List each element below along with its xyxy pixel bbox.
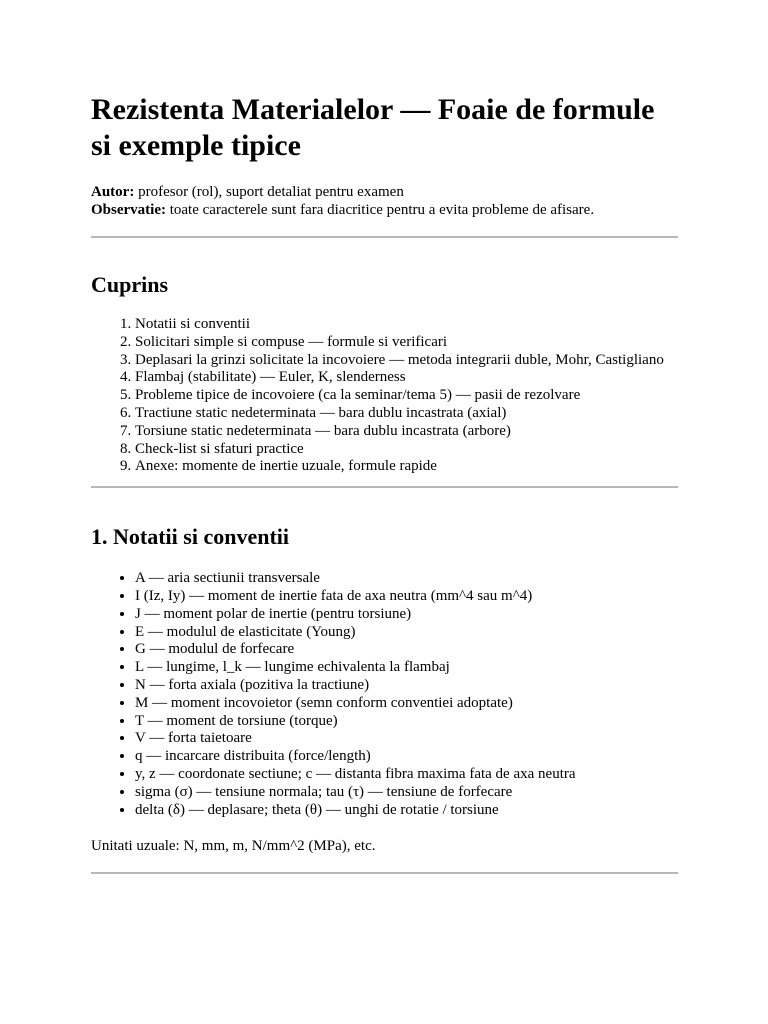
notation-item: • y, z — coordonate sectiune; c — distanta fibra maxima fata de axa neutra: [135, 766, 678, 784]
notation-item: • T — moment de torsiune (torque): [135, 713, 678, 731]
units-note: Unitati uzuale: N, mm, m, N/mm^2 (MPa), etc.: [91, 838, 376, 855]
toc-item: 4. Flambaj (stabilitate) — Euler, K, slenderness: [135, 369, 678, 387]
section-1-heading: 1. Notatii si conventii: [91, 524, 289, 550]
notation-item: • A — aria sectiunii transversale: [135, 570, 678, 588]
toc-item: 6. Tractiune static nedeterminata — bara dublu incastrata (axial): [135, 405, 678, 423]
divider: [91, 236, 678, 238]
document-meta: [91, 183, 678, 219]
notation-item: • M — moment incovoietor (semn conform conventiei adoptate): [135, 695, 678, 713]
author-text: profesor (rol), suport detaliat pentru examen: [134, 184, 404, 200]
author-label: Autor:: [91, 184, 135, 200]
divider: [91, 486, 678, 488]
notation-item: • I (Iz, Iy) — moment de inertie fata de axa neutra (mm^4 sau m^4): [135, 588, 678, 606]
notation-list: [91, 570, 678, 819]
document-content: [91, 92, 678, 874]
notation-item: • delta (δ) — deplasare; theta (θ) — unghi de rotatie / torsiune: [135, 802, 678, 820]
notation-item: • q — incarcare distribuita (force/length): [135, 748, 678, 766]
toc-item: 2. Solicitari simple si compuse — formule si verificari: [135, 334, 678, 352]
document-title: Rezistenta Materialelor — Foaie de formule si exemple tipice: [91, 93, 655, 162]
toc-list: [91, 316, 678, 476]
notation-item: • N — forta axiala (pozitiva la tractiune): [135, 677, 678, 695]
notation-item: • sigma (σ) — tensiune normala; tau (τ) — tensiune de forfecare: [135, 784, 678, 802]
toc-item: 8. Check-list si sfaturi practice: [135, 441, 678, 459]
toc-item: 3. Deplasari la grinzi solicitate la incovoiere — metoda integrarii duble, Mohr, Castigliano: [135, 352, 678, 370]
author-line: [91, 183, 678, 201]
toc-item: 9. Anexe: momente de inertie uzuale, formule rapide: [135, 458, 678, 476]
notation-item: • V — forta taietoare: [135, 730, 678, 748]
observation-text: toate caracterele sunt fara diacritice pentru a evita probleme de afisare.: [165, 202, 595, 218]
notation-item: • J — moment polar de inertie (pentru torsiune): [135, 606, 678, 624]
notation-item: • E — modulul de elasticitate (Young): [135, 624, 678, 642]
notation-item: • L — lungime, l_k — lungime echivalenta la flambaj: [135, 659, 678, 677]
toc-item: 7. Torsiune static nedeterminata — bara dublu incastrata (arbore): [135, 423, 678, 441]
notation-item: • G — modulul de forfecare: [135, 641, 678, 659]
toc-item: 1. Notatii si conventii: [135, 316, 678, 334]
toc-heading: Cuprins: [91, 272, 169, 297]
observation-line: [91, 201, 678, 219]
divider: [91, 872, 678, 874]
toc-item: 5. Probleme tipice de incovoiere (ca la seminar/tema 5) — pasii de rezolvare: [135, 387, 678, 405]
observation-label: Observatie:: [91, 202, 166, 218]
